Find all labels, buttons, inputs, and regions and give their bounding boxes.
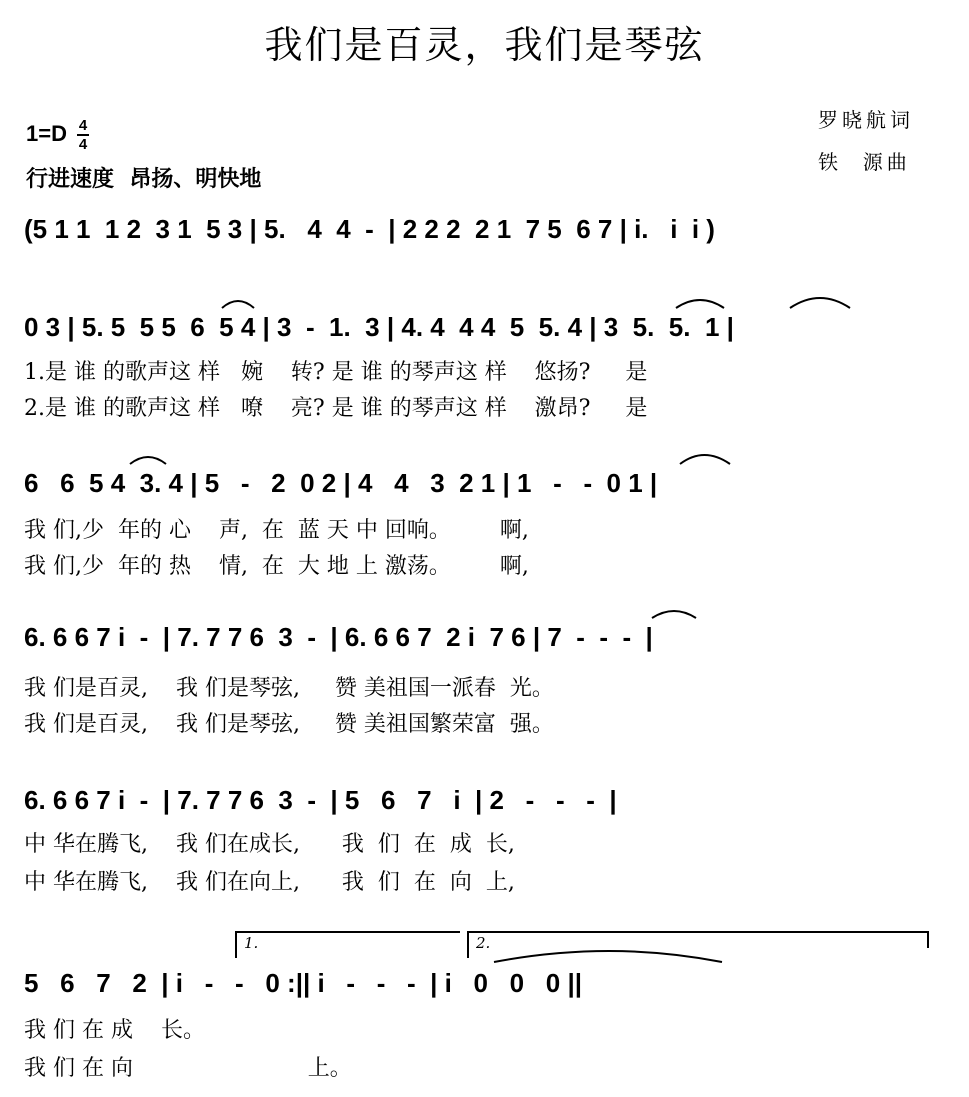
- line4-lyrics-verse2: 中 华在腾飞, 我 们在向上, 我 们 在 向 上,: [24, 870, 515, 895]
- slur-line1-c: [790, 298, 850, 308]
- first-ending-bracket: [236, 932, 460, 958]
- slur-line1-b: [676, 300, 724, 308]
- second-ending-label: 2.: [476, 934, 491, 952]
- line5-lyrics-verse1: 我 们 在 成 长。: [24, 1018, 205, 1043]
- key-label: 1=D: [26, 120, 67, 146]
- slur-line3-a: [652, 611, 696, 618]
- time-sig-bottom: 4: [78, 136, 88, 153]
- slur-line2-b: [680, 455, 730, 464]
- slur-line2-a: [130, 457, 166, 464]
- intro-notes: (5 1 1 1 2 3 1 5 3 | 5. 4 4 - | 2 2 2 2 1 7 5 6 7 | i. i i ): [24, 214, 715, 244]
- tempo-marking: 行进速度 昂扬、明快地: [26, 167, 262, 192]
- line3-notes: 6. 6 6 7 i - | 7. 7 7 6 3 - | 6. 6 6 7 2 i 7 6 | 7 - - - |: [24, 622, 653, 652]
- song-title: 我们是百灵，我们是琴弦: [264, 23, 705, 67]
- line2-notes: 6 6 5 4 3. 4 | 5 - 2 0 2 | 4 4 3 2 1 | 1 - - 0 1 |: [24, 468, 658, 498]
- line2-lyrics-verse2: 我 们,少 年的 热 情, 在 大 地 上 激荡。 啊,: [24, 554, 529, 579]
- line4-notes: 6. 6 6 7 i - | 7. 7 7 6 3 - | 5 6 7 i | 2 - - - |: [24, 785, 617, 815]
- line3-lyrics-verse1: 我 们是百灵, 我 们是琴弦, 赞 美祖国一派春 光。: [24, 676, 554, 701]
- second-ending-bracket: [468, 932, 928, 958]
- time-sig-top: 4: [78, 117, 88, 134]
- line1-lyrics-verse1: 1.是 谁 的歌声这 样 婉 转? 是 谁 的琴声这 样 悠扬? 是: [24, 360, 648, 385]
- composer-credit: 铁 源曲: [818, 150, 911, 174]
- slur-line1-a: [222, 301, 254, 308]
- line3-lyrics-verse2: 我 们是百灵, 我 们是琴弦, 赞 美祖国繁荣富 强。: [24, 712, 554, 737]
- line5-notes: 5 6 7 2 | i - - 0 :|| i - - - | i 0 0 0 ||: [24, 968, 583, 998]
- line5-lyrics-verse2: 我 们 在 向 上。: [24, 1056, 352, 1081]
- first-ending-label: 1.: [244, 934, 259, 952]
- line1-notes: 0 3 | 5. 5 5 5 6 5 4 | 3 - 1. 3 | 4. 4 4 4 5 5. 4 | 3 5. 5. 1 |: [24, 312, 734, 342]
- lyricist-credit: 罗晓航词: [818, 108, 914, 132]
- slur-line5-tie: [494, 951, 722, 962]
- line4-lyrics-verse1: 中 华在腾飞, 我 们在成长, 我 们 在 成 长,: [24, 832, 515, 857]
- line1-lyrics-verse2: 2.是 谁 的歌声这 样 嘹 亮? 是 谁 的琴声这 样 激昂? 是: [24, 396, 648, 421]
- line2-lyrics-verse1: 我 们,少 年的 心 声, 在 蓝 天 中 回响。 啊,: [24, 518, 529, 543]
